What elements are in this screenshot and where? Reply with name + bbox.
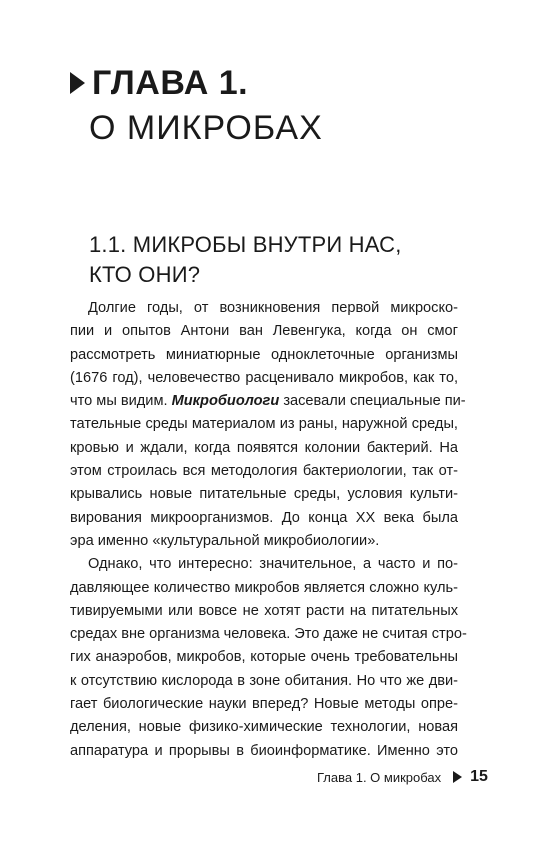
text-line: рассмотреть миниатюрные одноклеточные организмы <box>70 346 458 363</box>
text-line: крывались новые питательные среды, условия культи- <box>70 486 458 503</box>
chapter-label <box>70 66 248 100</box>
text-line: давляющее количество микробов является сложно куль- <box>70 579 458 596</box>
section-heading-line: КТО ОНИ? <box>89 262 201 287</box>
text-line: (1676 год), человечество расценивало микробов, как то, <box>70 369 458 386</box>
text-line <box>70 390 466 413</box>
running-title: Глава 1. О микробах <box>317 769 442 785</box>
page-number: 15 <box>470 768 488 785</box>
text-fragment: засевали специальные пи- <box>279 393 466 410</box>
text-line: деления, новые физико-химические технологии, новая <box>70 719 458 736</box>
running-footer <box>317 768 488 786</box>
text-fragment: что мы видим. <box>70 393 172 410</box>
text-line: Долгие годы, от возникновения первой микроско- <box>88 300 458 316</box>
text-line: гает биологические науки вперед? Новые методы опре- <box>70 696 458 713</box>
arrow-right-icon <box>453 771 462 783</box>
text-line: гих анаэробов, микробов, которые очень требовательны <box>70 649 458 666</box>
text-line: вирования микроорганизмов. До конца XX века была <box>70 509 458 526</box>
text-line: средах вне организма человека. Это даже не считая стро- <box>70 626 467 643</box>
chapter-title: О МИКРОБАХ <box>89 109 323 147</box>
chapter-label-text: ГЛАВА 1. <box>92 64 249 102</box>
text-line: этом строилась вся методология бактериологии, так от- <box>70 463 458 480</box>
triangle-marker-icon <box>70 72 85 94</box>
text-line: пии и опытов Антони ван Левенгука, когда он смог <box>70 323 458 340</box>
text-line: к отсутствию кислорода в зоне обитания. Но что же дви- <box>70 672 458 689</box>
section-heading <box>89 230 402 290</box>
text-line: Однако, что интересно: значительное, а часто и по- <box>88 556 458 573</box>
body-text <box>70 297 467 763</box>
text-line: тивируемыми или вовсе не хотят расти на питательных <box>70 602 458 619</box>
section-heading-line: 1.1. МИКРОБЫ ВНУТРИ НАС, <box>89 232 402 257</box>
text-line: кровью и ждали, когда появятся колонии бактерий. На <box>70 439 458 456</box>
text-line: эра именно «культуральной микробиологии». <box>70 532 380 549</box>
text-line: тательные среды материалом из раны, наружной среды, <box>70 416 458 433</box>
emphasized-term: Микробиологи <box>171 393 280 410</box>
text-line: аппаратура и прорывы в биоинформатике. Именно это <box>70 742 458 759</box>
